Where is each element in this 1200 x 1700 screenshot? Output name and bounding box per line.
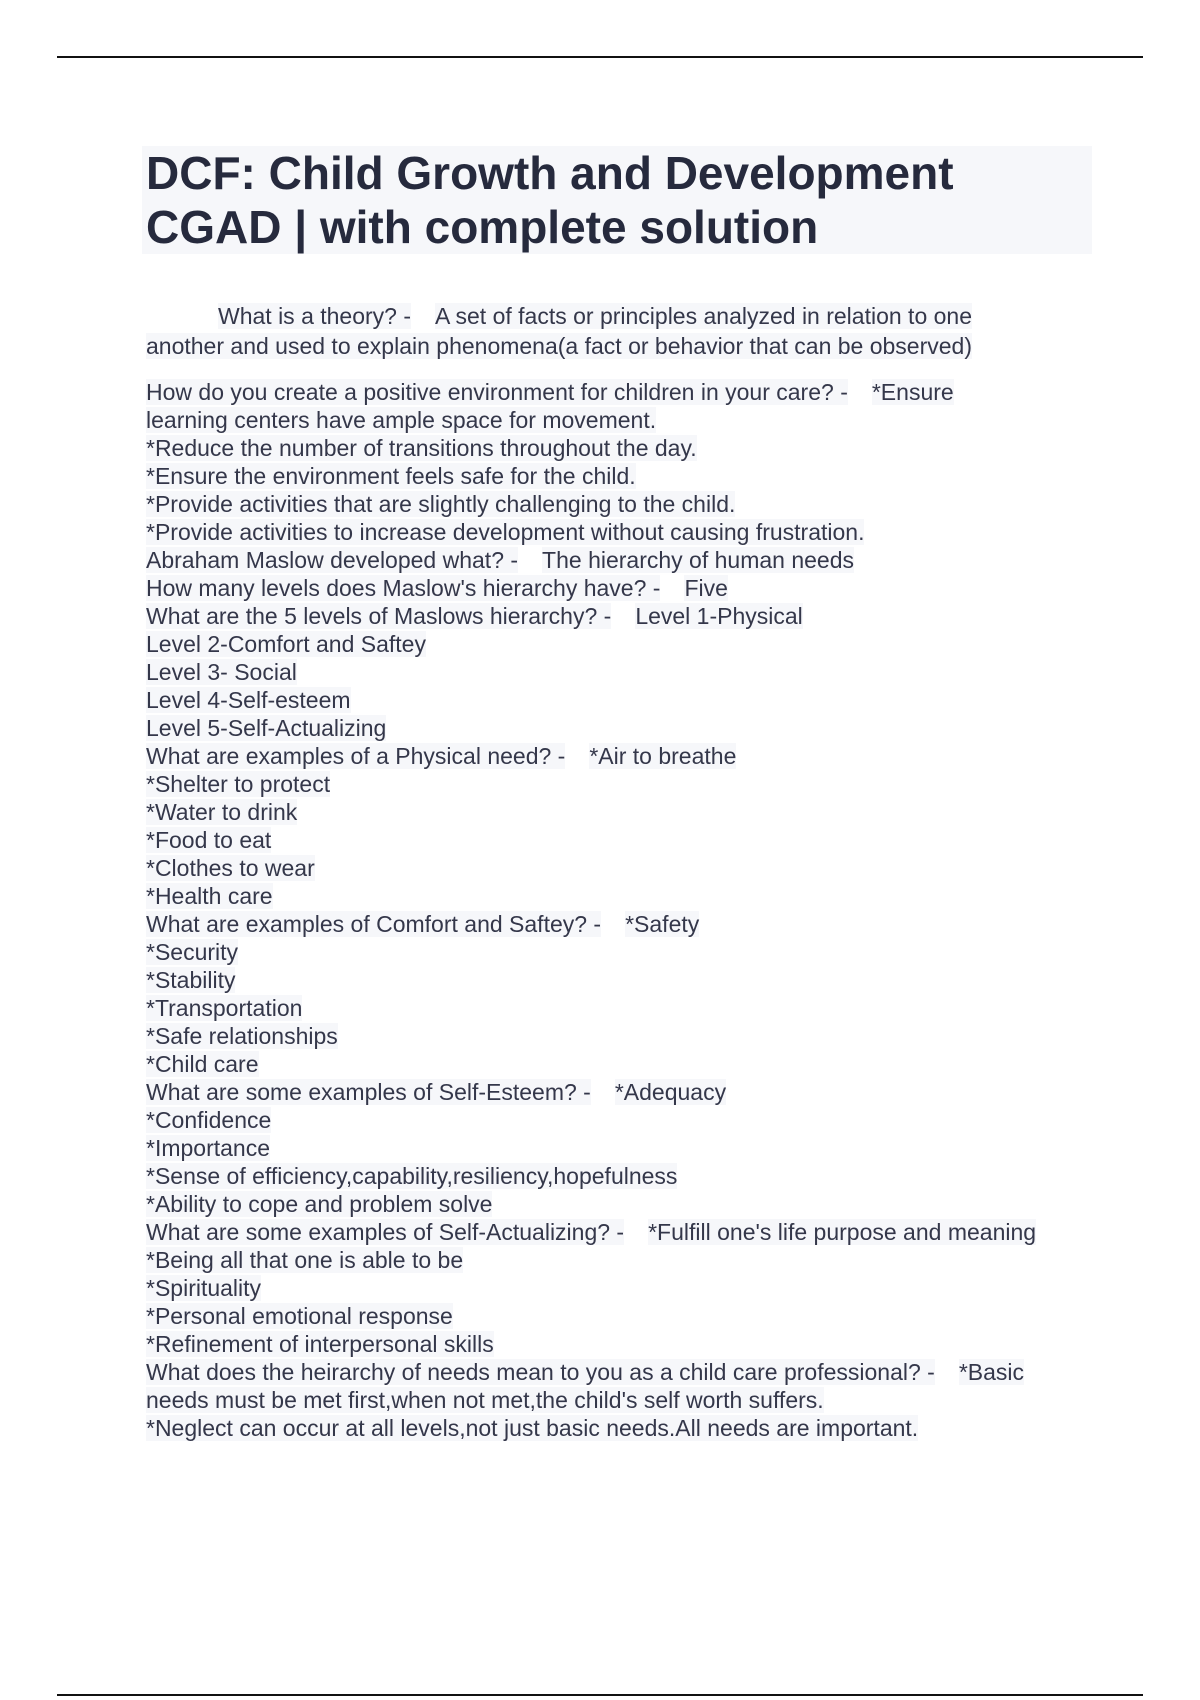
answer-text: *Basic (958, 1359, 1025, 1385)
intro-qa (146, 301, 1046, 361)
answer-text: Level 2-Comfort and Saftey (146, 631, 426, 657)
answer-text: *Adequacy (614, 1079, 727, 1105)
text-line (146, 686, 1146, 714)
answer-text: Five (684, 575, 728, 601)
question-text: What does the heirarchy of needs mean to you as a child care professional? - (146, 1359, 935, 1385)
answer-text: *Health care (146, 883, 273, 909)
answer-text: *Safe relationships (146, 1023, 338, 1049)
answer-text: *Safety (625, 911, 700, 937)
text-line (146, 854, 1146, 882)
intro-question: What is a theory? - (218, 303, 412, 329)
text-line (146, 1050, 1146, 1078)
intro-answer-2: another and used to explain phenomena(a fact or behavior that can be observed) (146, 333, 973, 359)
answer-text: *Refinement of interpersonal skills (146, 1331, 494, 1357)
text-line (146, 1190, 1146, 1218)
text-line (146, 546, 1146, 574)
answer-text: *Provide activities to increase development without causing frustration. (146, 519, 865, 545)
answer-text: learning centers have ample space for movement. (146, 407, 657, 433)
text-line (146, 1246, 1146, 1274)
text-line (146, 994, 1146, 1022)
title-line-1: DCF: Child Growth and Development (146, 147, 954, 199)
answer-text: Level 4-Self-esteem (146, 687, 351, 713)
question-text: How many levels does Maslow's hierarchy have? - (146, 575, 661, 601)
text-line (146, 658, 1146, 686)
answer-text: Level 1-Physical (635, 603, 803, 629)
document-title (142, 146, 1092, 254)
answer-text: *Clothes to wear (146, 855, 315, 881)
text-line (146, 602, 1146, 630)
text-line (146, 630, 1146, 658)
text-line (146, 910, 1146, 938)
answer-text: Level 3- Social (146, 659, 297, 685)
text-line (146, 966, 1146, 994)
intro-line-2 (146, 331, 1046, 361)
qa-body (146, 378, 1146, 1442)
answer-text: *Child care (146, 1051, 259, 1077)
question-text: What are some examples of Self-Actualizing? - (146, 1219, 625, 1245)
text-line (146, 798, 1146, 826)
text-line (146, 462, 1146, 490)
answer-text: *Water to drink (146, 799, 298, 825)
answer-text: *Shelter to protect (146, 771, 331, 797)
intro-line-1 (146, 301, 1046, 331)
question-text: What are examples of Comfort and Saftey? - (146, 911, 602, 937)
question-text: What are the 5 levels of Maslows hierarchy? - (146, 603, 612, 629)
answer-text: *Being all that one is able to be (146, 1247, 464, 1273)
text-line (146, 742, 1146, 770)
answer-text: *Food to eat (146, 827, 272, 853)
answer-text: *Fulfill one's life purpose and meaning (648, 1219, 1037, 1245)
text-line (146, 1414, 1146, 1442)
text-line (146, 378, 1146, 406)
answer-text: *Stability (146, 967, 236, 993)
answer-text: *Reduce the number of transitions throughout the day. (146, 435, 697, 461)
question-text: What are examples of a Physical need? - (146, 743, 566, 769)
answer-text: *Confidence (146, 1107, 272, 1133)
question-text: How do you create a positive environment for children in your care? - (146, 379, 848, 405)
text-line (146, 882, 1146, 910)
answer-text: *Security (146, 939, 239, 965)
answer-text: *Personal emotional response (146, 1303, 453, 1329)
text-line (146, 1078, 1146, 1106)
text-line (146, 1302, 1146, 1330)
answer-text: *Ability to cope and problem solve (146, 1191, 493, 1217)
answer-text: *Spirituality (146, 1275, 262, 1301)
top-rule (57, 56, 1143, 58)
bottom-rule (57, 1694, 1143, 1696)
text-line (146, 1106, 1146, 1134)
answer-text: *Ensure (871, 379, 954, 405)
text-line (146, 714, 1146, 742)
text-line (146, 938, 1146, 966)
text-line (146, 826, 1146, 854)
intro-answer-1: A set of facts or principles analyzed in relation to one (435, 303, 973, 329)
answer-text: *Neglect can occur at all levels,not just basic needs.All needs are important. (146, 1415, 919, 1441)
answer-text: The hierarchy of human needs (542, 547, 855, 573)
text-line (146, 518, 1146, 546)
text-line (146, 1218, 1146, 1246)
answer-text: *Transportation (146, 995, 303, 1021)
text-line (146, 490, 1146, 518)
answer-text: *Air to breathe (589, 743, 737, 769)
text-line (146, 1274, 1146, 1302)
answer-text: *Sense of efficiency,capability,resiliency,hopefulness (146, 1163, 678, 1189)
text-line (146, 1330, 1146, 1358)
answer-text: *Importance (146, 1135, 271, 1161)
text-line (146, 434, 1146, 462)
text-line (146, 574, 1146, 602)
question-text: What are some examples of Self-Esteem? - (146, 1079, 591, 1105)
title-line-2: CGAD | with complete solution (146, 201, 819, 253)
question-text: Abraham Maslow developed what? - (146, 547, 519, 573)
answer-text: *Provide activities that are slightly challenging to the child. (146, 491, 736, 517)
answer-text: needs must be met first,when not met,the child's self worth suffers. (146, 1387, 824, 1413)
text-line (146, 1162, 1146, 1190)
text-line (146, 1022, 1146, 1050)
text-line (146, 770, 1146, 798)
answer-text: Level 5-Self-Actualizing (146, 715, 387, 741)
text-line (146, 1358, 1146, 1386)
text-line (146, 1386, 1146, 1414)
answer-text: *Ensure the environment feels safe for the child. (146, 463, 636, 489)
text-line (146, 1134, 1146, 1162)
text-line (146, 406, 1146, 434)
